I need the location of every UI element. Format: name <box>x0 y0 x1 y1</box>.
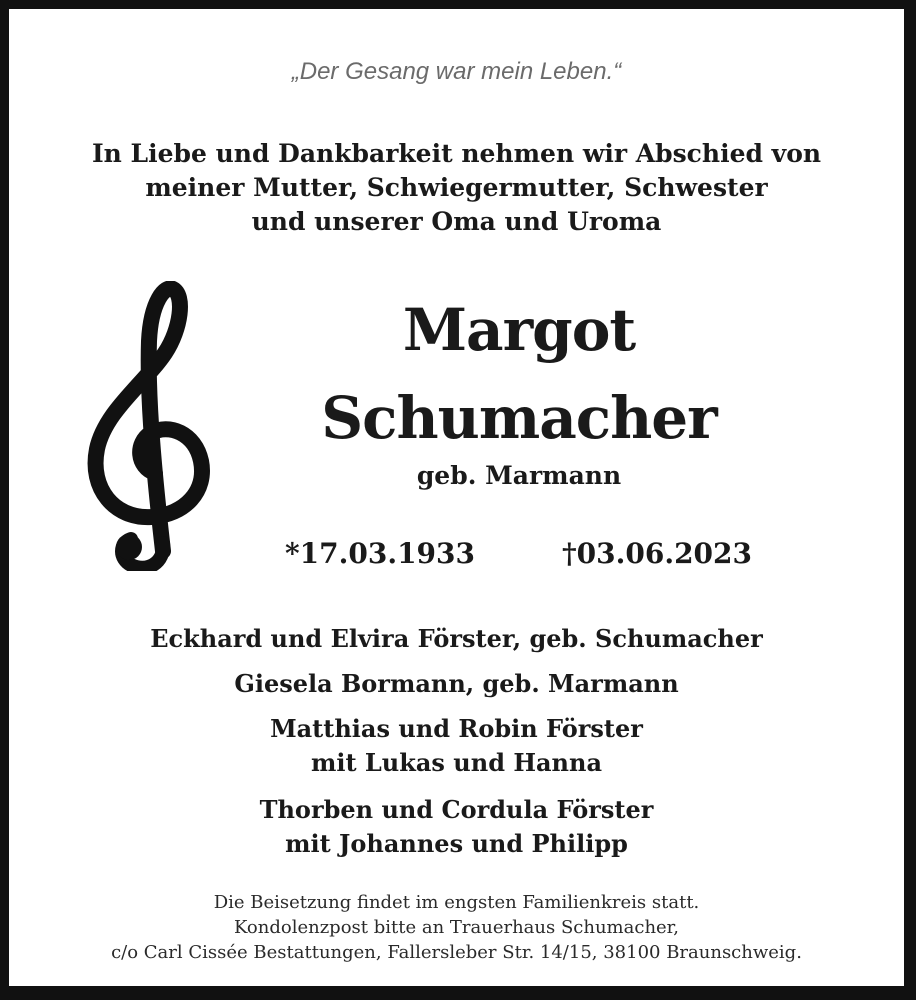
family-line: Matthias und Robin Förster <box>270 714 643 743</box>
deceased-last-name: Schumacher <box>321 384 717 452</box>
obituary-notice <box>9 9 904 986</box>
birth-date: *17.03.1933 <box>285 537 475 570</box>
family-line: Thorben und Cordula Förster <box>259 795 654 824</box>
intro-line: In Liebe und Dankbarkeit nehmen wir Abschied von <box>91 139 822 168</box>
maiden-name: geb. Marmann <box>416 461 622 490</box>
footer-line: Kondolenzpost bitte an Trauerhaus Schumacher, <box>233 917 680 938</box>
death-date: †03.06.2023 <box>562 537 752 570</box>
quote: „Der Gesang war mein Leben.“ <box>291 58 622 85</box>
footer-line: c/o Carl Cissée Bestattungen, Fallersleber Str. 14/15, 38100 Braunschweig. <box>111 942 802 963</box>
family-line: mit Johannes und Philipp <box>285 829 628 858</box>
family-line: mit Lukas und Hanna <box>310 748 603 777</box>
family-line: Eckhard und Elvira Förster, geb. Schumacher <box>150 624 763 653</box>
funeral-info <box>9 890 904 965</box>
intro-line: meiner Mutter, Schwiegermutter, Schwester <box>145 173 768 202</box>
intro-text <box>9 137 904 239</box>
intro-line: und unserer Oma und Uroma <box>251 207 662 236</box>
deceased-first-name: Margot <box>402 296 636 364</box>
footer-line: Die Beisetzung findet im engsten Familienkreis statt. <box>213 892 700 913</box>
family-line: Giesela Bormann, geb. Marmann <box>234 669 679 698</box>
